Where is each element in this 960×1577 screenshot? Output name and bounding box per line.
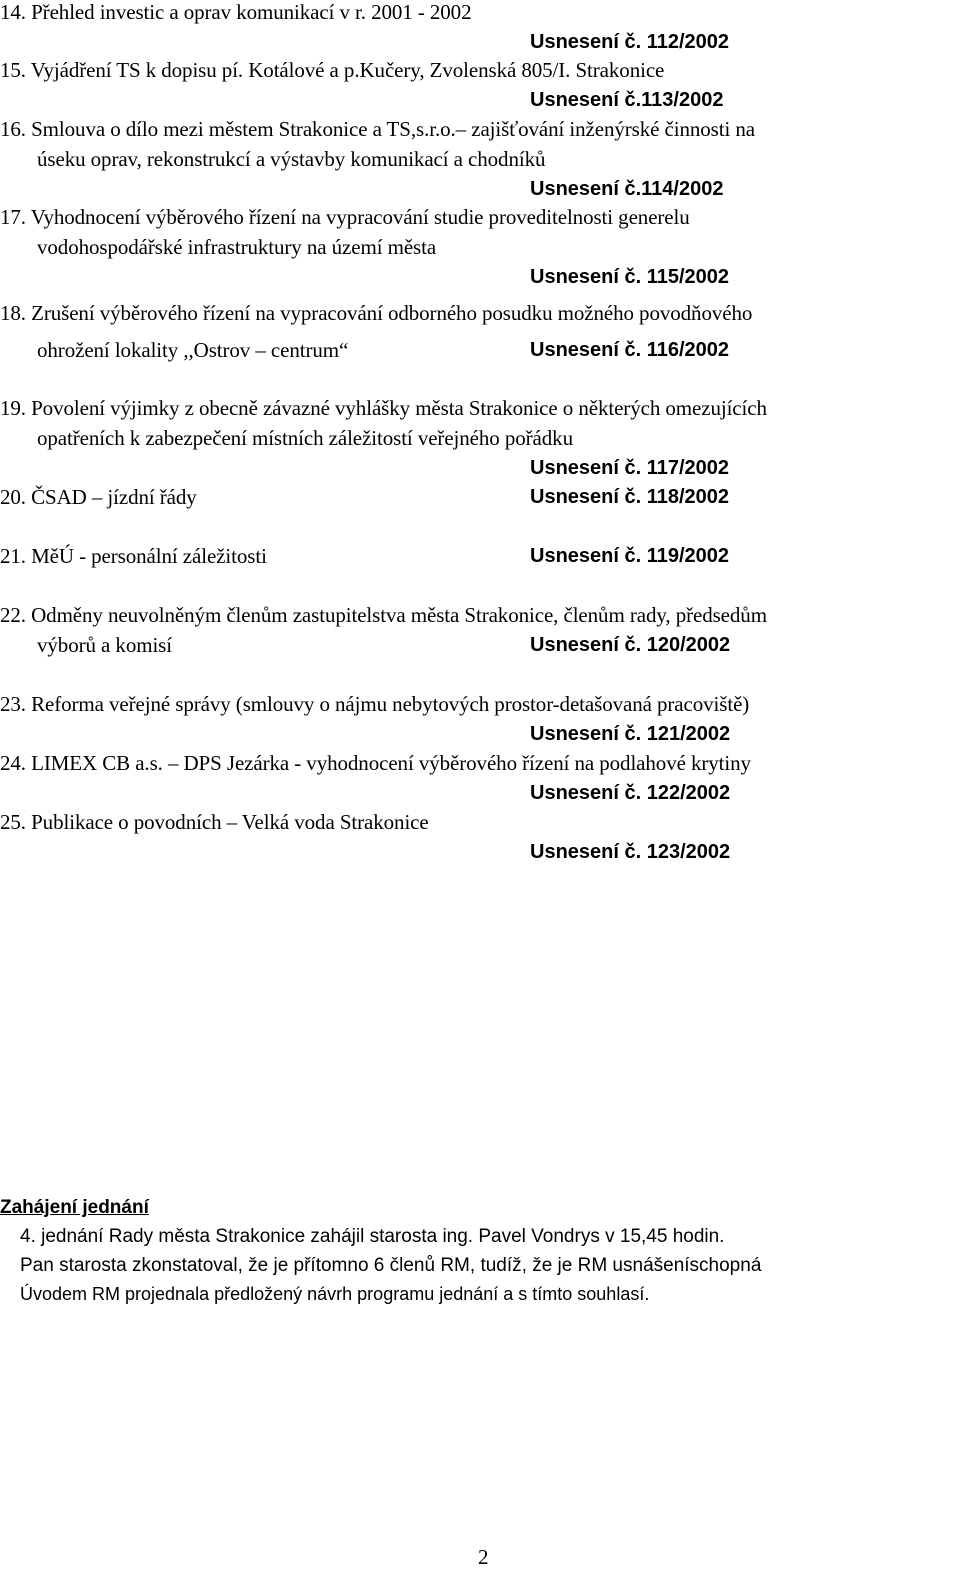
agenda-item-14: 14. Přehled investic a oprav komunikací v r. 2001 - 2002: [0, 0, 472, 24]
agenda-item-21: 21. MěÚ - personální záležitosti: [0, 544, 267, 568]
resolution-116: Usnesení č. 116/2002: [530, 339, 730, 361]
resolution-113: Usnesení č.113/2002: [530, 89, 724, 111]
agenda-item-24: 24. LIMEX CB a.s. – DPS Jezárka - vyhodnocení výběrového řízení na podlahové krytiny: [0, 751, 751, 775]
opening-line-1: 4. jednání Rady města Strakonice zahájil starosta ing. Pavel Vondrys v 15,45 hodin.: [20, 1226, 725, 1247]
agenda-item-17-cont: vodohospodářské infrastruktury na území města: [37, 235, 437, 259]
resolution-121: Usnesení č. 121/2002: [530, 723, 731, 745]
resolution-120: Usnesení č. 120/2002: [530, 634, 731, 656]
agenda-item-23: 23. Reforma veřejné správy (smlouvy o nájmu nebytových prostor-detašovaná pracoviště): [0, 692, 750, 716]
page-number: 2: [478, 1545, 489, 1569]
resolution-123: Usnesení č. 123/2002: [530, 841, 731, 863]
resolution-115: Usnesení č. 115/2002: [530, 266, 730, 288]
resolution-118: Usnesení č. 118/2002: [530, 486, 730, 508]
agenda-item-15: 15. Vyjádření TS k dopisu pí. Kotálové a p.Kučery, Zvolenská 805/I. Strakonice: [0, 58, 665, 82]
agenda-item-20: 20. ČSAD – jízdní řády: [0, 485, 197, 509]
opening-line-2: Pan starosta zkonstatoval, že je přítomno 6 členů RM, tudíž, že je RM usnášeníschopná: [20, 1255, 762, 1276]
agenda-item-18-cont: ohrožení lokality ,,Ostrov – centrum“: [37, 338, 349, 362]
resolution-119: Usnesení č. 119/2002: [530, 545, 730, 567]
agenda-item-18: 18. Zrušení výběrového řízení na vypracování odborného posudku možného povodňového: [0, 301, 753, 325]
opening-line-3: Úvodem RM projednala předložený návrh programu jednání a s tímto souhlasí.: [20, 1284, 650, 1304]
resolution-114: Usnesení č.114/2002: [530, 178, 724, 200]
resolution-122: Usnesení č. 122/2002: [530, 782, 731, 804]
agenda-item-19: 19. Povolení výjimky z obecně závazné vyhlášky města Strakonice o některých omezujících: [0, 396, 767, 420]
resolution-117: Usnesení č. 117/2002: [530, 457, 730, 479]
agenda-item-22-cont: výborů a komisí: [37, 633, 172, 657]
agenda-item-22: 22. Odměny neuvolněným členům zastupitelstva města Strakonice, členům rady, předsedům: [0, 603, 767, 627]
section-heading: Zahájení jednání: [0, 1197, 149, 1218]
agenda-item-17: 17. Vyhodnocení výběrového řízení na vypracování studie proveditelnosti generelu: [0, 205, 690, 229]
agenda-item-16: 16. Smlouva o dílo mezi městem Strakonice a TS,s.r.o.– zajišťování inženýrské činnosti na: [0, 117, 755, 141]
resolution-112: Usnesení č. 112/2002: [530, 31, 730, 53]
agenda-item-25: 25. Publikace o povodních – Velká voda Strakonice: [0, 810, 429, 834]
agenda-item-19-cont: opatřeních k zabezpečení místních záležitostí veřejného pořádku: [37, 426, 573, 450]
agenda-item-16-cont: úseku oprav, rekonstrukcí a výstavby komunikací a chodníků: [37, 147, 546, 171]
